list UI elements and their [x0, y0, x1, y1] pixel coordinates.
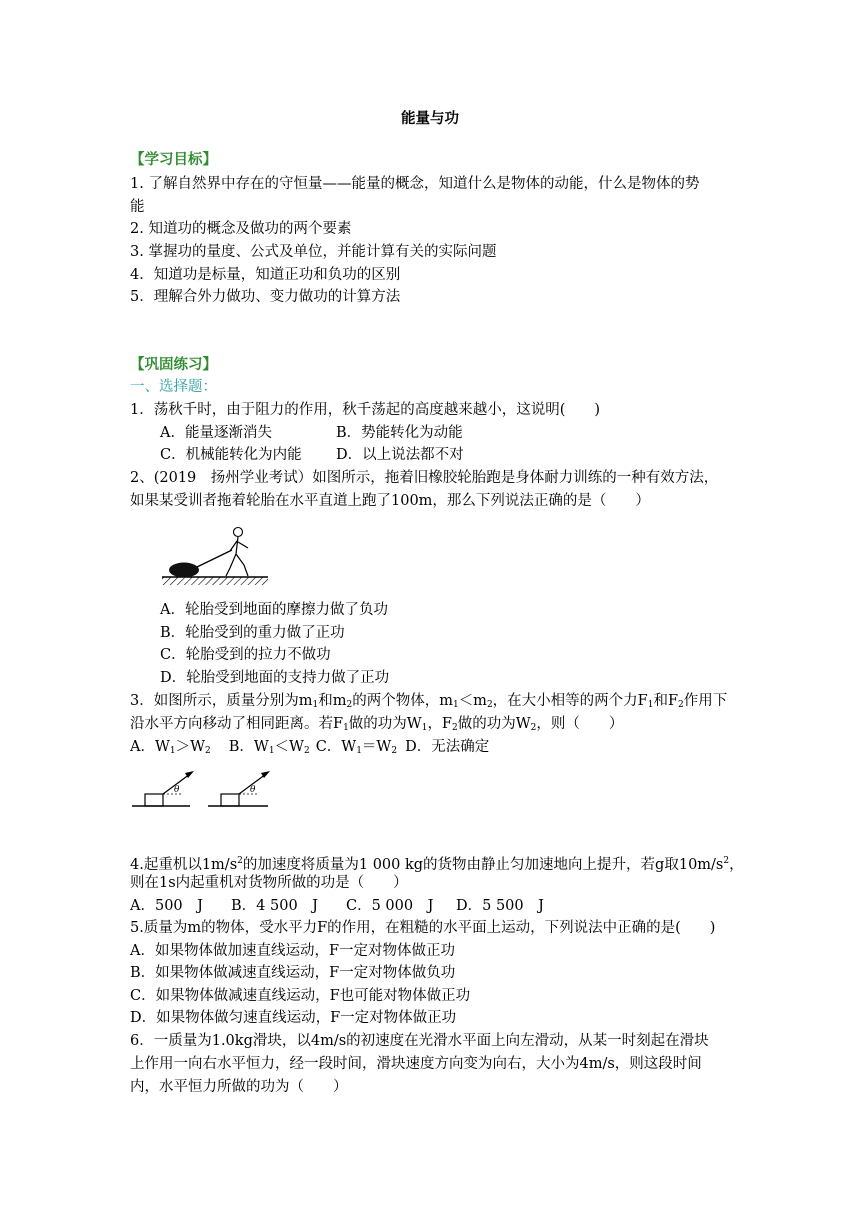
- q1-option-b: B．势能转化为动能: [336, 425, 463, 441]
- q5-option-a: A．如果物体做加速直线运动，F一定对物体做正功: [130, 943, 456, 959]
- q4-stem-1: 4.起重机以$1m/s^2$的加速度将质量为1 000 kg的货物由静止匀加速地向上提升，若g取$10m/s^2$，: [130, 856, 744, 873]
- q3-option-c: C．$W_1=W_2$: [315, 739, 398, 756]
- goal-4: 4．知道功是标量，知道正功和负功的区别: [130, 267, 401, 283]
- q2-option-a: A．轮胎受到地面的摩擦力做了负功: [160, 602, 388, 618]
- q3-stem-1: 3．如图所示，质量分别为$m_1$和$m_2$的两个物体，$m_1<m_2$，在大小相等的两个力$F_1$和$F_2$作用下: [130, 693, 728, 710]
- q4-option-a: A．500 J: [130, 898, 203, 914]
- goal-5: 5．理解合外力做功、变力做功的计算方法: [130, 289, 401, 305]
- q3-option-d: D．无法确定: [405, 739, 490, 755]
- goals-header: 【学习目标】: [130, 151, 217, 168]
- q5-option-b: B．如果物体做减速直线运动，F一定对物体做负功: [130, 965, 456, 981]
- q1-stem: 1．荡秋千时，由于阻力的作用，秋千荡起的高度越来越小，这说明( ): [130, 402, 601, 418]
- q4-option-b: B．4 500 J: [231, 898, 318, 914]
- page-title: 能量与功: [401, 111, 459, 127]
- q6-stem-1: 6．一质量为1.0kg滑块，以4m/s的初速度在光滑水平面上向左滑动，从某一时刻起在滑块: [130, 1033, 709, 1049]
- q1-option-c: C．机械能转化为内能: [160, 447, 302, 463]
- theta-label-1: θ: [174, 785, 180, 795]
- force-blocks-figure: [130, 766, 280, 810]
- q3-option-b: B．$W_1<W_2$: [228, 739, 310, 756]
- q1-option-a: A．能量逐渐消失: [160, 425, 272, 441]
- tire-dragging-figure: [160, 524, 270, 594]
- q2-stem-1: 2、(2019 扬州学业考试）如图所示，拖着旧橡胶轮胎跑是身体耐力训练的一种有效方法，: [130, 470, 719, 486]
- goal-1b: 能: [130, 199, 145, 215]
- q6-stem-2: 上作用一向右水平恒力，经一段时间，滑块速度方向变为向右，大小为4m/s，则这段时间: [130, 1056, 702, 1072]
- q2-option-b: B．轮胎受到的重力做了正功: [160, 625, 345, 641]
- theta-label-2: θ: [250, 785, 256, 795]
- q2-option-d: D．轮胎受到地面的支持力做了正功: [160, 670, 390, 686]
- q4-stem-2: 则在1s内起重机对货物所做的功是（ ）: [130, 875, 408, 891]
- q2-option-c: C．轮胎受到的拉力不做功: [160, 647, 331, 663]
- goal-2: 2. 知道功的概念及做功的两个要素: [130, 221, 352, 237]
- q1-option-d: D．以上说法都不对: [336, 447, 464, 463]
- q4-option-d: D．5 500 J: [456, 898, 544, 914]
- q5-stem: 5.质量为m的物体，受水平力F的作用，在粗糙的水平面上运动，下列说法中正确的是( ): [130, 920, 716, 936]
- goal-1a: 1. 了解自然界中存在的守恒量——能量的概念，知道什么是物体的动能，什么是物体的势: [130, 176, 700, 192]
- q3-stem-2: 沿水平方向移动了相同距离。若$F_1$做的功为$W_1$，$F_2$做的功为$W_2$，则（ ）: [130, 716, 624, 733]
- q5-option-c: C．如果物体做减速直线运动，F也可能对物体做正功: [130, 988, 471, 1004]
- q4-option-c: C．5 000 J: [346, 898, 434, 914]
- section-heading: 一、选择题：: [130, 379, 217, 395]
- goal-3: 3. 掌握功的量度、公式及单位，并能计算有关的实际问题: [130, 244, 497, 260]
- q3-option-a: A．$W_1>W_2$: [130, 739, 211, 756]
- q3-options: [130, 737, 489, 761]
- q6-stem-3: 内，水平恒力所做的功为（ ）: [130, 1079, 348, 1095]
- q5-option-d: D．如果物体做匀速直线运动，F一定对物体做正功: [130, 1010, 457, 1026]
- practice-header: 【巩固练习】: [130, 356, 217, 373]
- q2-stem-2: 如果某受训者拖着轮胎在水平直道上跑了100m，那么下列说法正确的是（ ）: [130, 493, 650, 509]
